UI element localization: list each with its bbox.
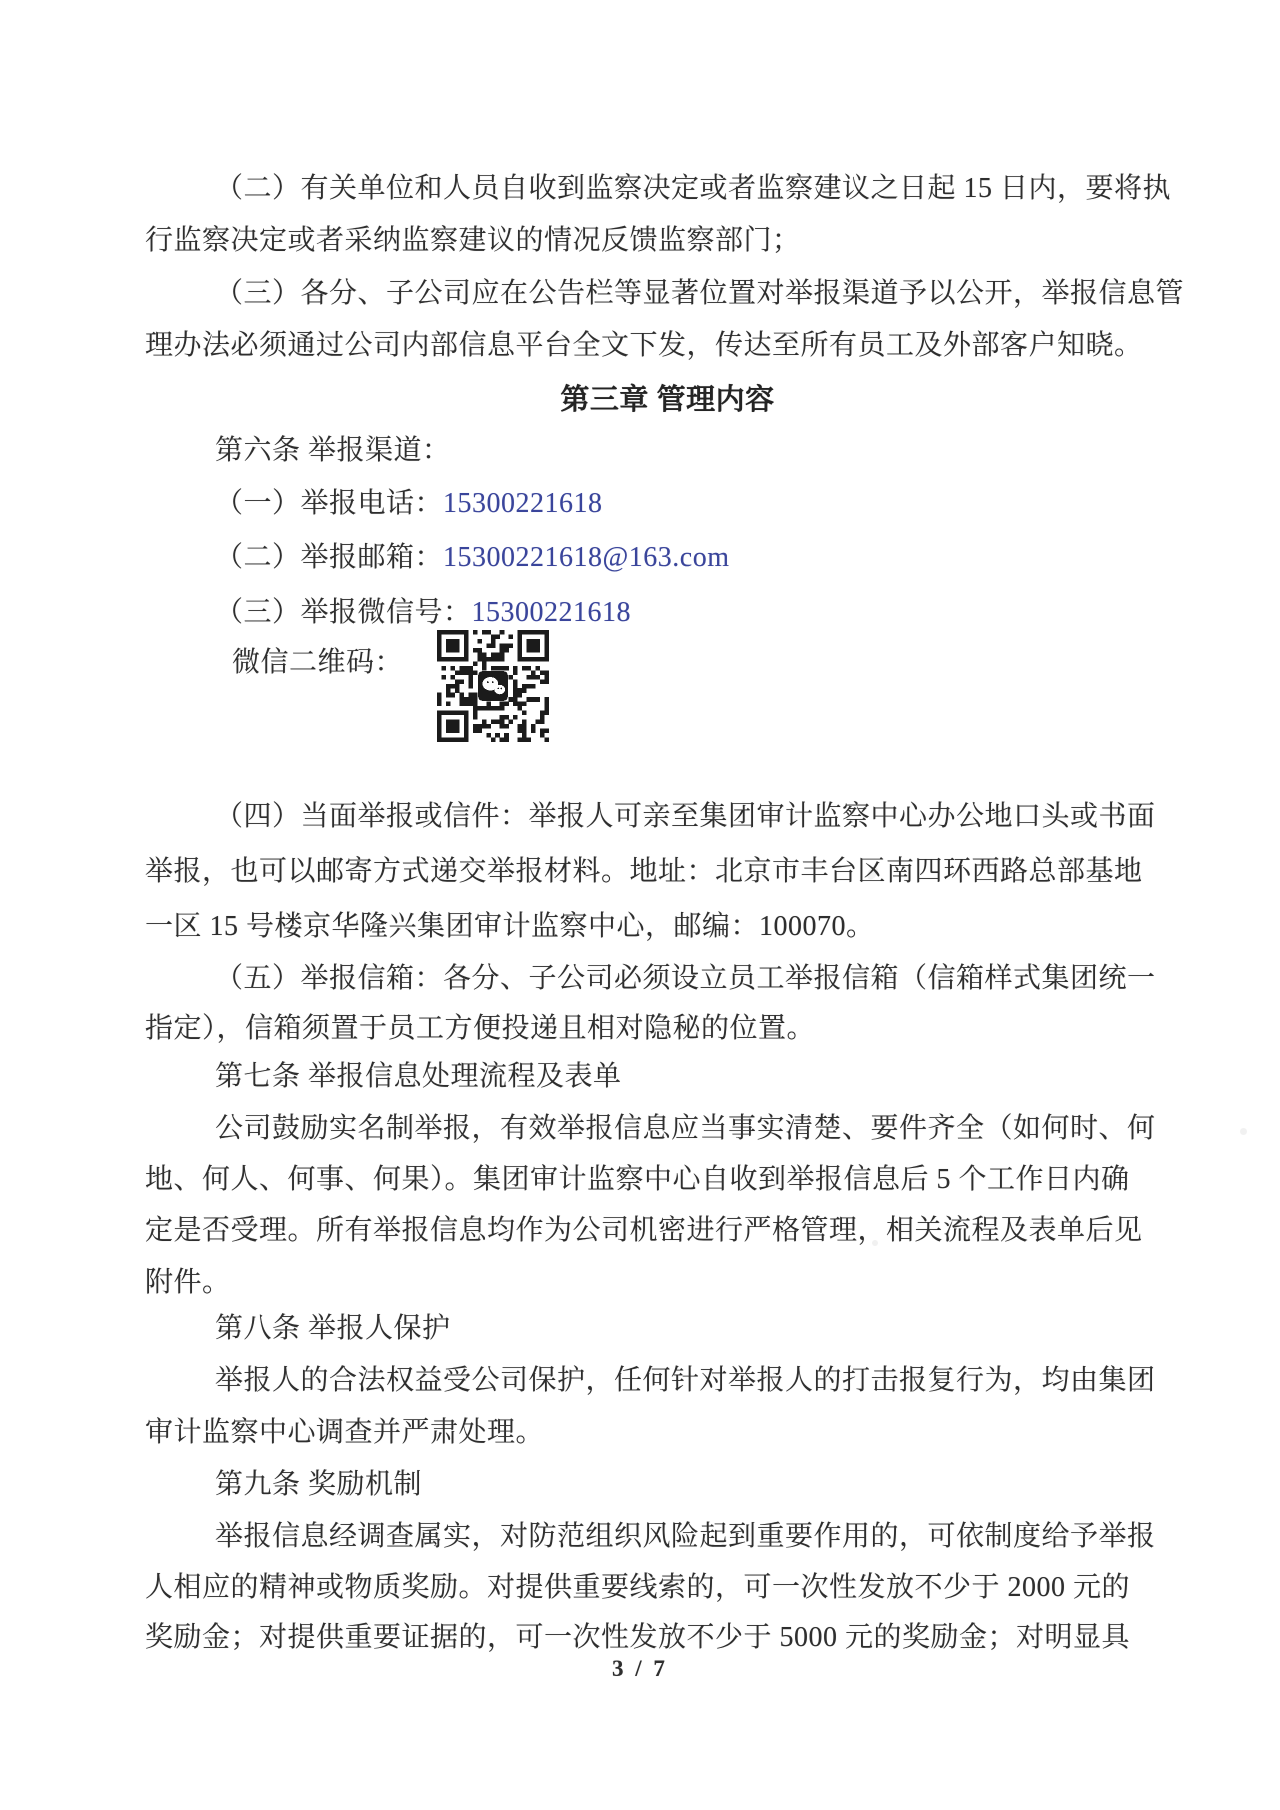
report-email-value: 15300221618@163.com (443, 542, 730, 573)
article-8-heading: 第八条 举报人保护 (215, 1313, 451, 1344)
article-7-line-3: 定是否受理。所有举报信息均作为公司机密进行严格管理，相关流程及表单后见 (145, 1215, 1143, 1246)
report-email-line (215, 541, 730, 575)
clause-5-line-1: （五）举报信箱：各分、子公司必须设立员工举报信箱（信箱样式集团统一 (215, 963, 1156, 994)
article-8-line-2: 审计监察中心调查并严肃处理。 (145, 1417, 545, 1448)
article-9-line-2: 人相应的精神或物质奖励。对提供重要线索的，可一次性发放不少于 2000 元的 (145, 1572, 1131, 1603)
clause-3-line-2: 理办法必须通过公司内部信息平台全文下发，传达至所有员工及外部客户知晓。 (145, 330, 1143, 361)
scan-artifact (872, 1240, 878, 1246)
report-wechat-label: （三）举报微信号： (215, 597, 472, 628)
article-7-line-2: 地、何人、何事、何果）。集团审计监察中心自收到举报信息后 5 个工作日内确 (145, 1164, 1130, 1195)
report-wechat-value: 15300221618 (471, 597, 632, 628)
article-7-line-1: 公司鼓励实名制举报，有效举报信息应当事实清楚、要件齐全（如何时、何 (215, 1113, 1156, 1144)
clause-4-line-1: （四）当面举报或信件：举报人可亲至集团审计监察中心办公地口头或书面 (215, 801, 1156, 832)
clause-3-line-1: （三）各分、子公司应在公告栏等显著位置对举报渠道予以公开，举报信息管 (215, 278, 1185, 309)
article-6-heading: 第六条 举报渠道： (215, 435, 451, 466)
wechat-qr-label: 微信二维码： (232, 647, 404, 678)
article-7-heading: 第七条 举报信息处理流程及表单 (215, 1061, 622, 1092)
article-9-line-1: 举报信息经调查属实，对防范组织风险起到重要作用的，可依制度给予举报 (215, 1521, 1156, 1552)
report-wechat-line (215, 596, 631, 630)
report-phone-value: 15300221618 (443, 488, 603, 519)
clause-2-line-1: （二）有关单位和人员自收到监察决定或者监察建议之日起 15 日内，要将执 (215, 173, 1172, 204)
clause-4-line-2: 举报，也可以邮寄方式递交举报材料。地址：北京市丰台区南四环西路总部基地 (145, 856, 1143, 887)
clause-5-line-2: 指定），信箱须置于员工方便投递且相对隐秘的位置。 (145, 1013, 816, 1044)
article-7-line-4: 附件。 (145, 1267, 231, 1298)
article-8-line-1: 举报人的合法权益受公司保护，任何针对举报人的打击报复行为，均由集团 (215, 1365, 1156, 1396)
chapter-heading: 第三章 管理内容 (560, 384, 775, 416)
clause-2-line-2: 行监察决定或者采纳监察建议的情况反馈监察部门； (145, 225, 801, 256)
article-9-heading: 第九条 奖励机制 (215, 1469, 423, 1500)
report-phone-label: （一）举报电话： (215, 488, 444, 519)
page-number: 3 / 7 (612, 1656, 668, 1681)
scan-artifact (1240, 1128, 1247, 1135)
report-email-label: （二）举报邮箱： (215, 542, 444, 573)
clause-4-line-3: 一区 15 号楼京华隆兴集团审计监察中心，邮编：100070。 (145, 911, 875, 942)
article-9-line-3: 奖励金；对提供重要证据的，可一次性发放不少于 5000 元的奖励金；对明显具 (145, 1622, 1131, 1653)
wechat-qr-code-icon (437, 627, 549, 745)
report-phone-line (215, 487, 603, 521)
